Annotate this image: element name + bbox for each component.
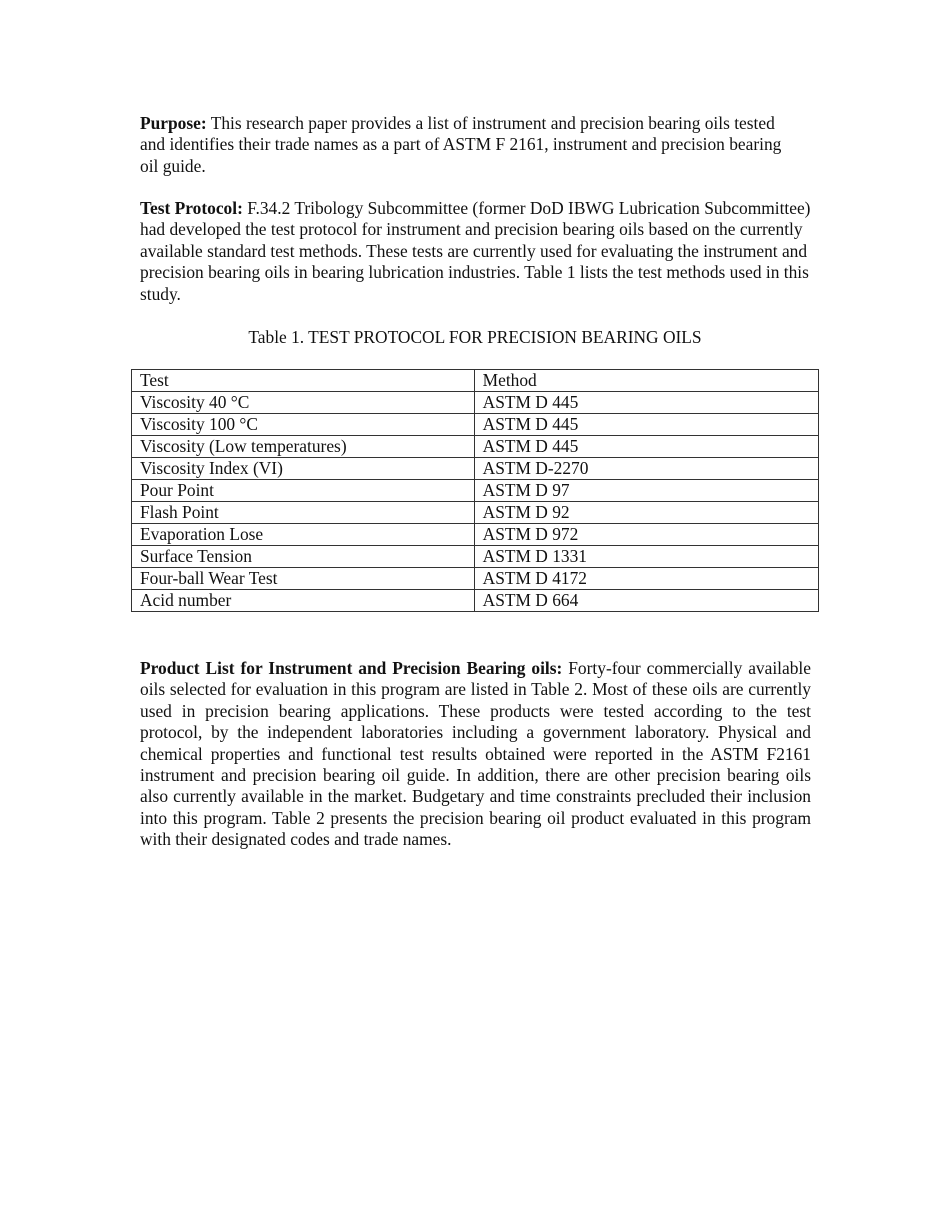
method-cell: ASTM D 664 (474, 590, 818, 612)
table-row (132, 546, 819, 568)
product-list-paragraph (140, 658, 811, 851)
table-row (132, 392, 819, 414)
method-cell: ASTM D 445 (474, 392, 818, 414)
table-caption: Table 1. TEST PROTOCOL FOR PRECISION BEARING OILS (248, 327, 702, 347)
header-test: Test (132, 370, 475, 392)
method-cell: ASTM D-2270 (474, 458, 818, 480)
table-row (132, 502, 819, 524)
table-row (132, 590, 819, 612)
table-row (132, 568, 819, 590)
table-row (132, 524, 819, 546)
method-cell: ASTM D 97 (474, 480, 818, 502)
test-cell: Surface Tension (132, 546, 475, 568)
table-header-row (132, 370, 819, 392)
purpose-label: Purpose: (140, 113, 207, 133)
table-row (132, 436, 819, 458)
test-cell: Acid number (132, 590, 475, 612)
test-cell: Viscosity Index (VI) (132, 458, 475, 480)
table-row (132, 414, 819, 436)
test-cell: Viscosity (Low temperatures) (132, 436, 475, 458)
product-list-text: Forty-four commercially available oils selected for evaluation in this program are listed in Table 2. Most of these oils are currently used in precision bearing applications. These products were tested according to the test protocol, by the independent laboratories including a government laboratory. Physical and chemical properties and functional test results obtained were reported in the ASTM F2161 instrument and precision bearing oil guide. In addition, there are other precision bearing oils also currently available in the market. Budgetary and time constraints precluded their inclusion into this program. Table 2 presents the precision bearing oil product evaluated in this program with their designated codes and trade names. (140, 658, 811, 850)
method-cell: ASTM D 445 (474, 436, 818, 458)
method-cell: ASTM D 445 (474, 414, 818, 436)
method-cell: ASTM D 972 (474, 524, 818, 546)
table-row (132, 458, 819, 480)
test-cell: Four-ball Wear Test (132, 568, 475, 590)
test-cell: Pour Point (132, 480, 475, 502)
test-protocol-table (131, 369, 819, 612)
method-cell: ASTM D 92 (474, 502, 818, 524)
test-protocol-label: Test Protocol: (140, 198, 243, 218)
test-cell: Flash Point (132, 502, 475, 524)
purpose-text: This research paper provides a list of instrument and precision bearing oils tested and identifies their trade names as a part of ASTM F 2161, instrument and precision bearing oil guide. (140, 113, 782, 176)
test-cell: Evaporation Lose (132, 524, 475, 546)
purpose-paragraph (140, 113, 800, 177)
test-protocol-paragraph (140, 198, 812, 305)
table-row (132, 480, 819, 502)
test-cell: Viscosity 100 °C (132, 414, 475, 436)
product-list-label: Product List for Instrument and Precision Bearing oils: (140, 658, 563, 678)
test-protocol-text: F.34.2 Tribology Subcommittee (former DoD IBWG Lubrication Subcommittee) had developed the test protocol for instrument and precision bearing oils based on the currently available standard test methods. These tests are currently used for evaluating the instrument and precision bearing oils in bearing lubrication industries. Table 1 lists the test methods used in this study. (140, 198, 811, 304)
test-cell: Viscosity 40 °C (132, 392, 475, 414)
method-cell: ASTM D 1331 (474, 546, 818, 568)
header-method: Method (474, 370, 818, 392)
method-cell: ASTM D 4172 (474, 568, 818, 590)
